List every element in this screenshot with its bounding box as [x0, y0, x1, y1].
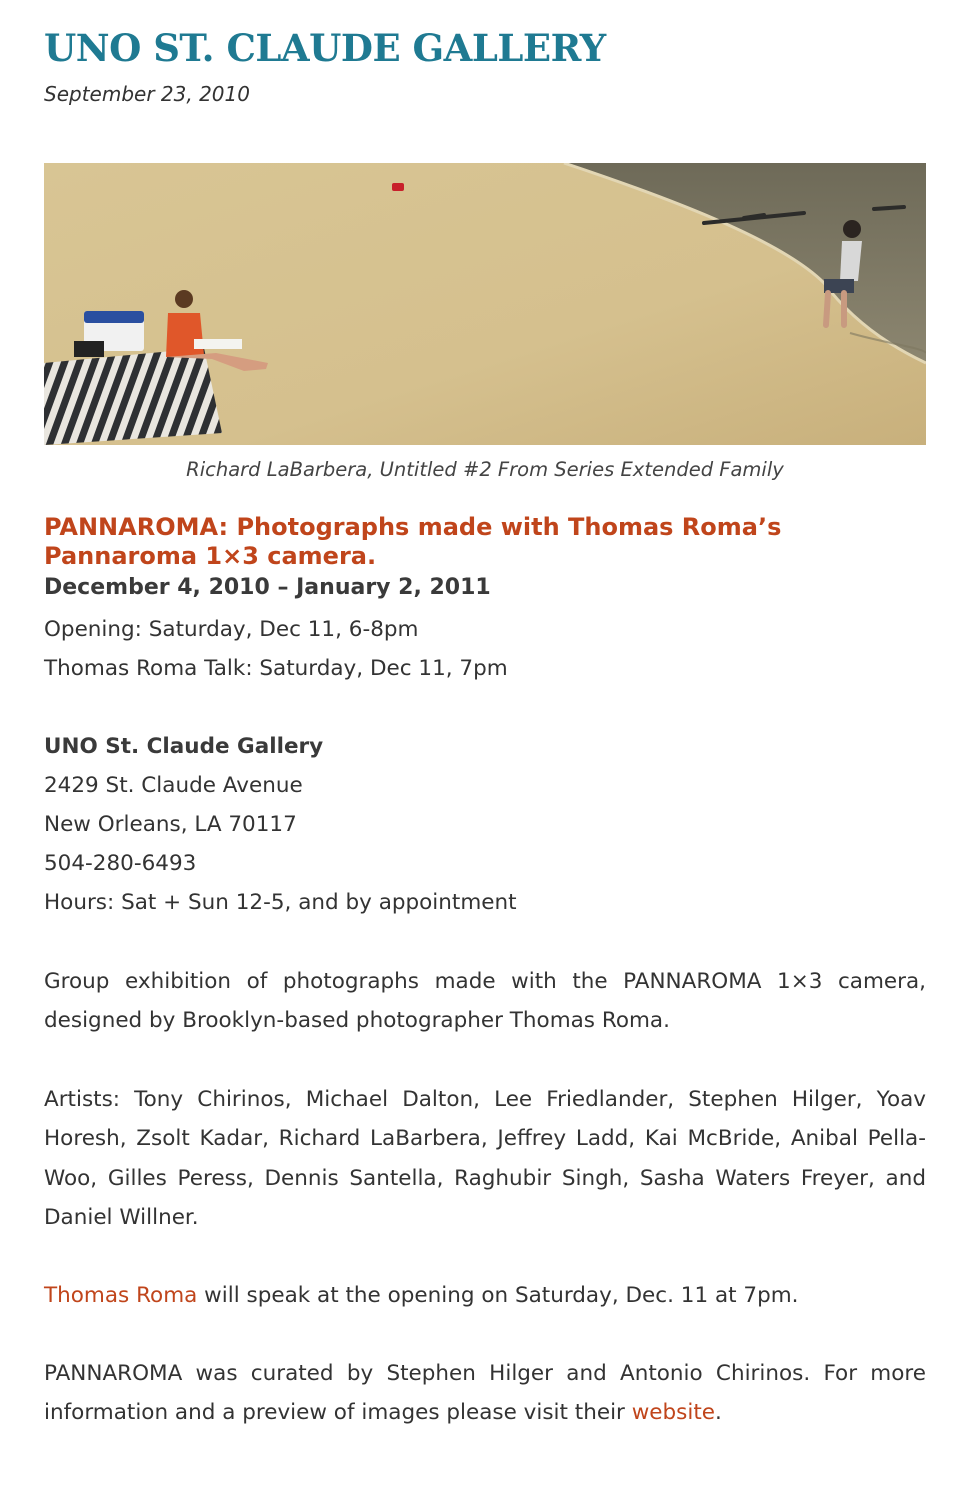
venue-phone: 504-280-6493	[44, 851, 197, 876]
curated-text: PANNAROMA was curated by Stephen Hilger and Antonio Chirinos. For more information and a preview of images please visit their	[44, 1361, 926, 1426]
venue-name: UNO St. Claude Gallery	[44, 734, 324, 759]
exhibition-dates: December 4, 2010 – January 2, 2011	[44, 575, 491, 600]
event-times	[44, 610, 508, 688]
opening-time: Opening: Saturday, Dec 11, 6-8pm	[44, 617, 419, 642]
beach-photo-illustration	[44, 163, 926, 445]
gallery-title: UNO ST. CLAUDE GALLERY	[44, 26, 606, 70]
talk-time: Thomas Roma Talk: Saturday, Dec 11, 7pm	[44, 656, 508, 681]
venue-address	[44, 727, 517, 922]
exhibition-photo	[44, 163, 926, 445]
curated-end: .	[715, 1400, 722, 1426]
website-link[interactable]: website	[631, 1400, 716, 1426]
artists-list: Artists: Tony Chirinos, Michael Dalton, Lee Friedlander, Stephen Hilger, Yoav Horesh, Zsolt Kadar, Richard LaBarbera, Jeffrey Ladd, Kai McBride, Anibal Pella-Woo, Gilles Peress, Dennis Santella, Raghubir Singh, Sasha Waters Freyer, and Daniel Willner.	[44, 1087, 926, 1230]
thomas-roma-link[interactable]: Thomas Roma	[44, 1283, 198, 1308]
photo-caption: Richard LaBarbera, Untitled #2 From Series Extended Family	[186, 458, 784, 481]
venue-street: 2429 St. Claude Avenue	[44, 773, 303, 798]
post-date: September 23, 2010	[44, 82, 250, 106]
exhibition-description: Group exhibition of photographs made with the PANNAROMA 1×3 camera, designed by Brooklyn-based photographer Thomas Roma.	[44, 969, 926, 1034]
speaker-text: will speak at the opening on Saturday, Dec. 11 at 7pm.	[197, 1283, 799, 1308]
exhibition-headline: PANNAROMA: Photographs made with Thomas Roma’s Pannaroma 1×3 camera.	[44, 513, 782, 570]
venue-city: New Orleans, LA 70117	[44, 812, 297, 837]
curated-note	[44, 1354, 926, 1433]
venue-hours: Hours: Sat + Sun 12-5, and by appointment	[44, 890, 517, 915]
speaker-note	[44, 1276, 926, 1315]
